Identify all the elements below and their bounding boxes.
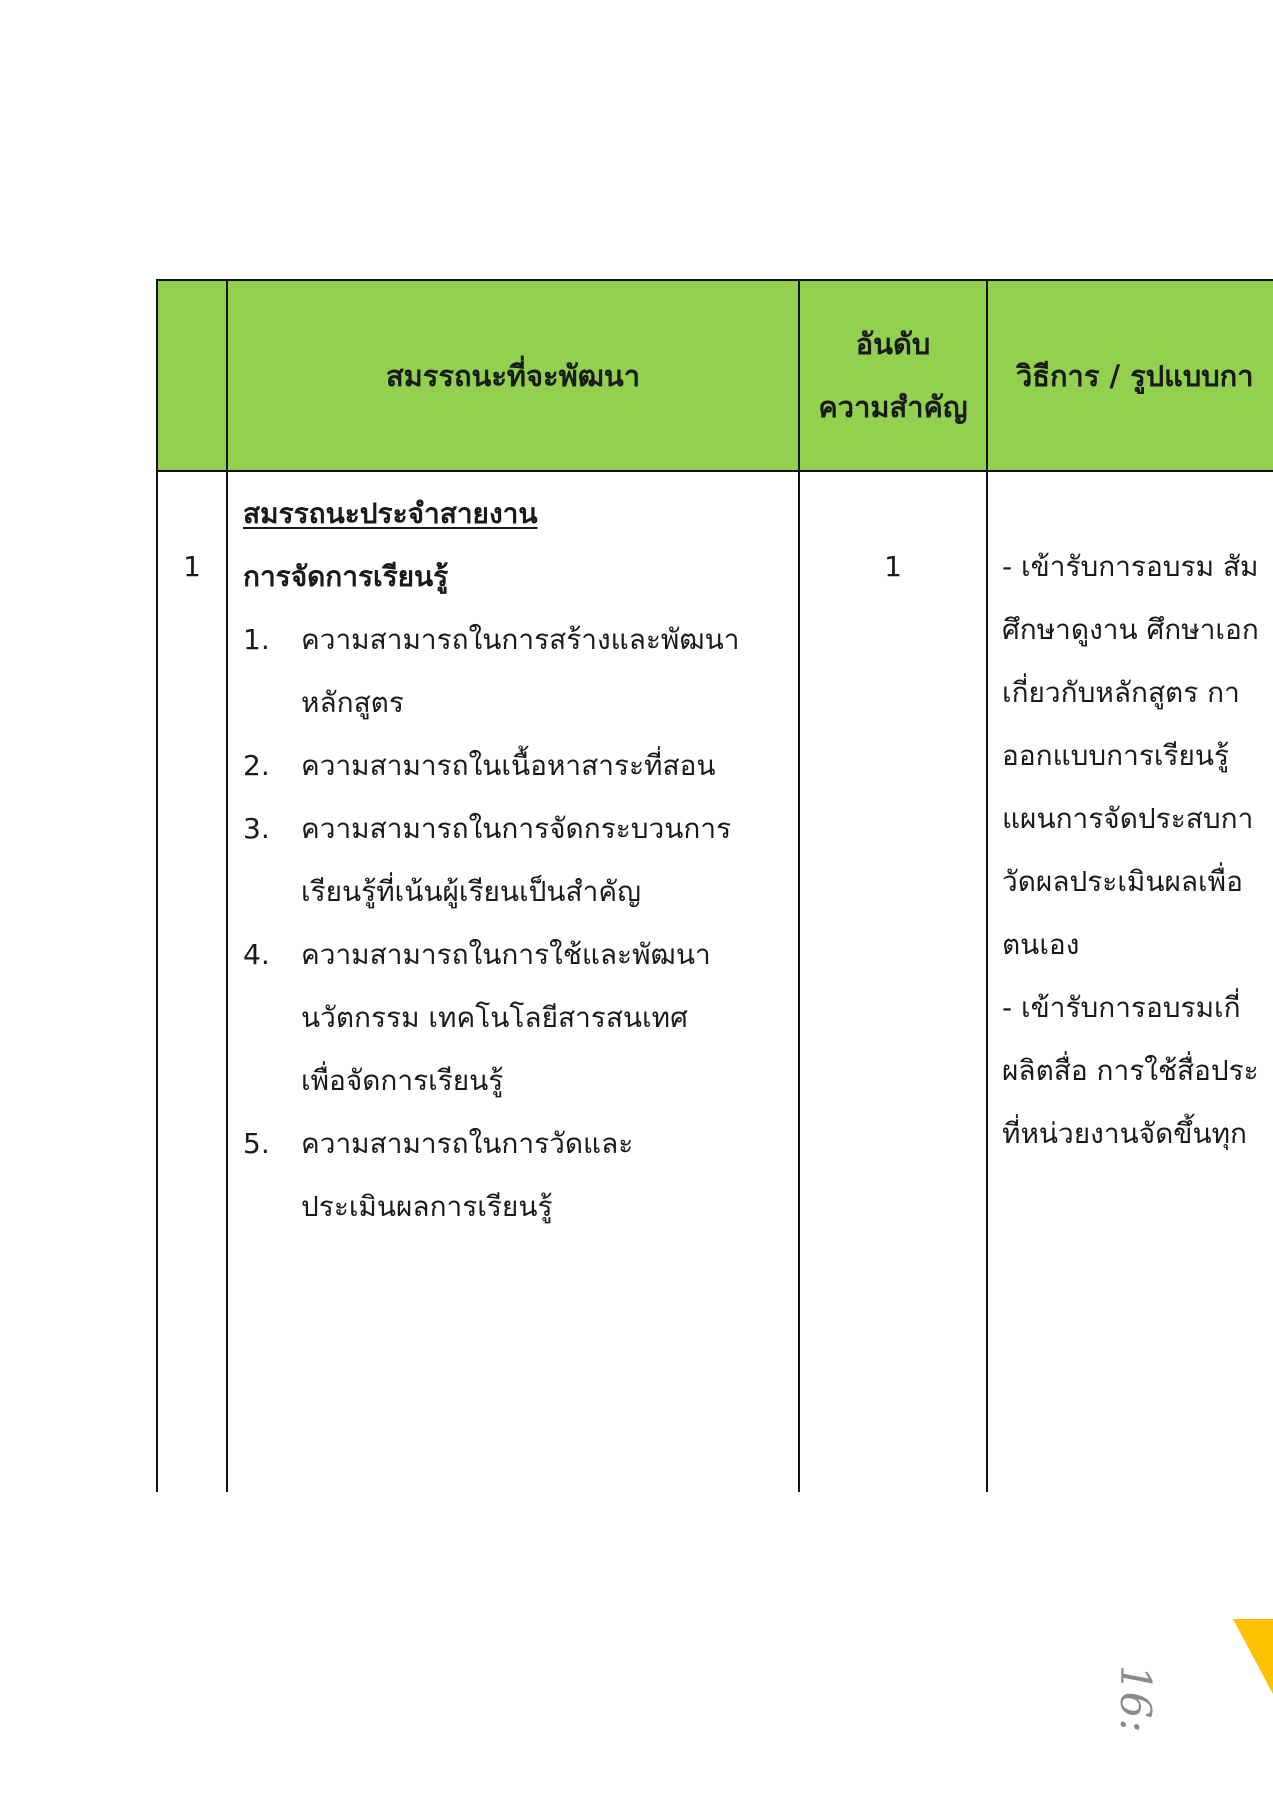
method-line: ศึกษาดูงาน ศึกษาเอก bbox=[1002, 613, 1259, 646]
list-item-text: ความสามารถในเนื้อหาสาระที่สอน bbox=[301, 749, 716, 782]
method-cell bbox=[987, 471, 1273, 1492]
list-item bbox=[243, 1112, 790, 1238]
development-plan-table-wrapper bbox=[156, 279, 1273, 1492]
list-item-text: ความสามารถในการใช้และพัฒนา bbox=[301, 938, 711, 971]
competency-cell bbox=[227, 471, 799, 1492]
list-item-text: เพื่อจัดการเรียนรู้ bbox=[301, 1064, 504, 1097]
method-line: แผนการจัดประสบกา bbox=[1002, 802, 1254, 835]
list-item-text: นวัตกรรม เทคโนโลยีสารสนเทศ bbox=[301, 1001, 688, 1034]
list-item-text: ประเมินผลการเรียนรู้ bbox=[301, 1190, 553, 1223]
list-item-number: 4. bbox=[243, 938, 270, 971]
list-item bbox=[243, 923, 790, 1112]
list-item bbox=[243, 734, 790, 797]
table-header-row bbox=[157, 280, 1273, 471]
header-competency: สมรรถนะที่จะพัฒนา bbox=[227, 280, 799, 471]
priority-cell: 1 bbox=[799, 471, 987, 1492]
header-priority bbox=[799, 280, 987, 471]
method-line: ตนเอง bbox=[1002, 928, 1080, 961]
list-item-number: 3. bbox=[243, 812, 270, 845]
list-item bbox=[243, 608, 790, 734]
corner-triangle-shape bbox=[1233, 1619, 1273, 1694]
list-item-text: ความสามารถในการสร้างและพัฒนา bbox=[301, 623, 740, 656]
development-plan-table bbox=[156, 279, 1273, 1492]
list-item-number: 5. bbox=[243, 1127, 270, 1160]
list-item-text: ความสามารถในการจัดกระบวนการ bbox=[301, 812, 732, 845]
list-item-number: 2. bbox=[243, 749, 270, 782]
list-item-number: 1. bbox=[243, 623, 270, 656]
table-row bbox=[157, 471, 1273, 1492]
method-line: ออกแบบการเรียนรู้ bbox=[1002, 739, 1230, 772]
competency-list bbox=[243, 608, 790, 1238]
method-line: - เข้ารับการอบรมเกี่ bbox=[1002, 991, 1241, 1024]
header-number bbox=[157, 280, 227, 471]
group-title: การจัดการเรียนรู้ bbox=[243, 560, 449, 593]
header-priority-line1: อันดับ bbox=[855, 326, 931, 361]
header-priority-line2: ความสำคัญ bbox=[818, 389, 968, 424]
page-number: 16: bbox=[1111, 1665, 1160, 1733]
header-method: วิธีการ / รูปแบบกา bbox=[987, 280, 1273, 471]
method-line: เกี่ยวกับหลักสูตร กา bbox=[1002, 676, 1240, 709]
list-item bbox=[243, 797, 790, 923]
corner-triangle-mark bbox=[1233, 1619, 1273, 1694]
method-line: - เข้ารับการอบรม สัม bbox=[1002, 550, 1259, 583]
list-item-text: ความสามารถในการวัดและ bbox=[301, 1127, 634, 1160]
section-title: สมรรถนะประจำสายงาน bbox=[243, 497, 538, 530]
list-item-text: เรียนรู้ที่เน้นผู้เรียนเป็นสำคัญ bbox=[301, 875, 641, 908]
method-line: วัดผลประเมินผลเพื่อ bbox=[1002, 865, 1243, 898]
method-line: ผลิตสื่อ การใช้สื่อประ bbox=[1002, 1054, 1259, 1087]
method-line: ที่หน่วยงานจัดขึ้นทุก bbox=[1002, 1117, 1247, 1150]
list-item-text: หลักสูตร bbox=[301, 686, 404, 719]
row-number: 1 bbox=[157, 471, 227, 1492]
